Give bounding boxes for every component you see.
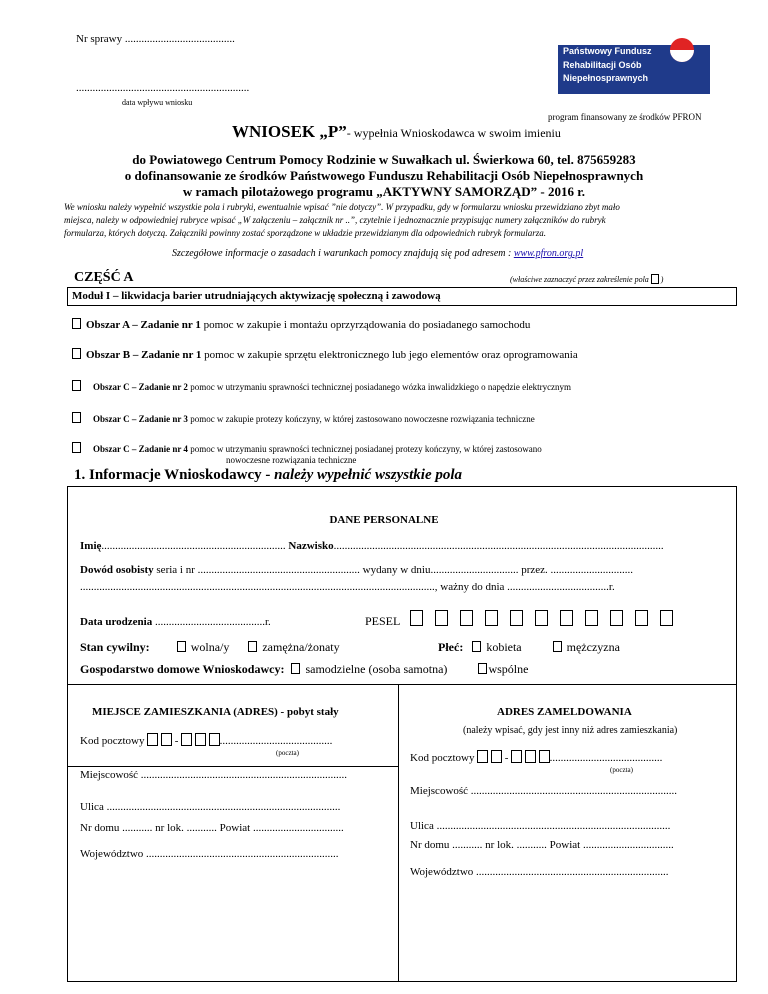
checkbox[interactable] xyxy=(72,318,81,329)
last-name-field[interactable]: ........................................................................................................................ xyxy=(333,540,664,552)
postal-digit[interactable] xyxy=(195,733,206,746)
pesel-digit[interactable] xyxy=(535,610,548,626)
birth-date-field[interactable]: ........................................r. xyxy=(152,616,271,628)
id-issuer-field[interactable]: przez. .............................. xyxy=(518,564,634,576)
pesel-digit[interactable] xyxy=(635,610,648,626)
title-line-3: o dofinansowanie ze środków Państwowego Funduszu Rehabilitacji Osób Niepełnosprawnych xyxy=(124,168,644,183)
marital-married-checkbox[interactable] xyxy=(248,641,257,652)
pesel-digit[interactable] xyxy=(660,610,673,626)
pesel-digit[interactable] xyxy=(410,610,423,626)
registration-city-field[interactable]: Miejscowość ........................................................................... xyxy=(410,785,678,797)
postal-digit[interactable] xyxy=(209,733,220,746)
id-row: Dowód osobisty seria i nr ........................................................... wydany w dniu................................ przez. .............................. xyxy=(80,564,634,576)
sex-female-checkbox[interactable] xyxy=(472,641,481,652)
form-title: WNIOSEK „P”- wypełnia Wnioskodawca w swoim imieniu xyxy=(232,122,561,141)
registration-street-field[interactable]: Ulica ..................................................................................... xyxy=(410,820,671,832)
program-note: program finansowany ze środków PFRON xyxy=(548,112,702,122)
household-row: Gospodarstwo domowe Wnioskodawcy: samodzielne (osoba samotna) wspólne xyxy=(80,662,529,676)
household-single-checkbox[interactable] xyxy=(291,663,300,674)
sex-row: Płeć: kobieta mężczyzna xyxy=(438,640,620,654)
postal-digit[interactable] xyxy=(511,750,522,763)
sex-male-checkbox[interactable] xyxy=(553,641,562,652)
address-voivodeship-field[interactable]: Województwo ...................................................................... xyxy=(80,848,339,860)
module-title: Moduł I – likwidacja barier utrudniających aktywizację społeczną i zawodową xyxy=(72,290,441,302)
instructions-line-2: miejsca, należy w odpowiedniej rubryce wpisać „W załączeniu – załącznik nr ..”, czytelnie i jednoznacznie przypisując numery załączników do rubryk xyxy=(64,215,606,225)
checkbox[interactable] xyxy=(72,380,81,391)
pfron-link[interactable]: www.pfron.org.pl xyxy=(513,248,584,259)
instructions-line-3: formularza, których dotyczą. Załączniki powinny zostać sporządzone w układzie przewidzianym dla odpowiednich rubryk formularza. xyxy=(64,228,546,238)
postal-digit[interactable] xyxy=(181,733,192,746)
registration-post-office-label: (poczta) xyxy=(610,766,633,774)
option-area-c-task-4-cont: nowoczesne rozwiązania techniczne xyxy=(226,455,357,465)
address-heading: MIEJSCE ZAMIESZKANIA (ADRES) - pobyt stały xyxy=(92,706,339,718)
pesel-digit[interactable] xyxy=(560,610,573,626)
logo-line-2: Rehabilitacji Osób xyxy=(563,60,642,70)
instructions-line-1: We wniosku należy wypełnić wszystkie pola i rubryki, ewentualnie wpisać ”nie dotyczy”. W przypadku, gdy w formularzu wniosku przewidziano zbyt mało xyxy=(64,202,620,212)
option-area-c-task-2[interactable]: Obszar C – Zadanie nr 2 pomoc w utrzymaniu sprawności technicznej posiadanego wózka inwalidzkiego o napędzie elektrycznym xyxy=(72,380,571,392)
pesel-field[interactable] xyxy=(410,610,673,626)
postal-digit[interactable] xyxy=(491,750,502,763)
registration-house-field[interactable]: Nr domu ........... nr lok. ........... Powiat ................................. xyxy=(410,839,674,851)
logo-line-3: Niepełnosprawnych xyxy=(563,73,649,83)
postal-digit[interactable] xyxy=(539,750,550,763)
id-series-field[interactable]: seria i nr ........................................................... xyxy=(153,564,360,576)
marital-row: Stan cywilny: wolna/y zamężna/żonaty xyxy=(80,640,340,654)
personal-data-heading: DANE PERSONALNE xyxy=(329,514,439,526)
checkbox[interactable] xyxy=(72,442,81,453)
address-postal-row: Kod pocztowy - ......................................... xyxy=(80,735,333,747)
pesel-digit[interactable] xyxy=(485,610,498,626)
receipt-date-field[interactable]: ............................................................... xyxy=(76,82,250,94)
id-issued-field[interactable]: wydany w dniu................................ xyxy=(359,564,519,576)
address-house-field[interactable]: Nr domu ........... nr lok. ........... Powiat ................................. xyxy=(80,822,344,834)
section-1-title: 1. Informacje Wnioskodawcy - należy wypełnić wszystkie pola xyxy=(74,467,463,483)
part-a-hint: (właściwe zaznaczyć przez zakreślenie pola ) xyxy=(510,275,664,284)
title-line-4: w ramach pilotażowego programu „AKTYWNY SAMORZĄD” - 2016 r. xyxy=(182,184,586,199)
pesel-digit[interactable] xyxy=(435,610,448,626)
registration-postal-row: Kod pocztowy - ......................................... xyxy=(410,752,663,764)
option-area-c-task-3[interactable]: Obszar C – Zadanie nr 3 pomoc w zakupie protezy kończyny, w której zastosowano nowoczesne rozwiązania techniczne xyxy=(72,412,535,424)
registration-heading: ADRES ZAMELDOWANIA xyxy=(497,706,632,718)
details-info: Szczegółowe informacje o zasadach i warunkach pomocy znajdują się pod adresem : www.pfron.org.pl xyxy=(172,248,584,259)
postal-digit[interactable] xyxy=(477,750,488,763)
birth-date-row: Data urodzenia ........................................r. xyxy=(80,616,271,628)
option-area-a-task-1[interactable]: Obszar A – Zadanie nr 1 pomoc w zakupie i montażu oprzyrządowania do posiadanego samochodu xyxy=(72,318,530,331)
registration-post-office-field[interactable]: ......................................... xyxy=(549,752,663,764)
first-name-field[interactable]: ................................................................... xyxy=(101,540,286,552)
postal-digit[interactable] xyxy=(147,733,158,746)
pfron-logo xyxy=(558,20,710,94)
address-post-office-field[interactable]: ......................................... xyxy=(219,735,333,747)
title-line-2: do Powiatowego Centrum Pomocy Rodzinie w Suwałkach ul. Świerkowa 60, tel. 875659283 xyxy=(132,152,636,167)
address-street-field[interactable]: Ulica ..................................................................................... xyxy=(80,801,341,813)
name-row: Imię................................................................... Nazwisko........................................................................................................................ xyxy=(80,540,664,552)
pesel-digit[interactable] xyxy=(460,610,473,626)
case-number-field[interactable]: ........................................ xyxy=(124,33,235,45)
pesel-digit[interactable] xyxy=(510,610,523,626)
logo-line-1: Państwowy Fundusz xyxy=(563,46,652,56)
registration-note: (należy wpisać, gdy jest inny niż adres zamieszkania) xyxy=(463,725,678,736)
household-shared-checkbox[interactable] xyxy=(478,663,487,674)
pesel-digit[interactable] xyxy=(585,610,598,626)
registration-voivodeship-field[interactable]: Województwo ...................................................................... xyxy=(410,866,669,878)
pesel-digit[interactable] xyxy=(610,610,623,626)
option-area-c-task-4[interactable]: Obszar C – Zadanie nr 4 pomoc w utrzymaniu sprawności technicznej posiadanej protezy kończyny, w której zastosowano xyxy=(72,442,542,454)
checkbox-sample-icon xyxy=(651,274,659,284)
case-number: Nr sprawy ........................................ xyxy=(76,33,235,45)
part-a-heading: CZĘŚĆ A xyxy=(74,270,134,285)
post-office-label: (poczta) xyxy=(276,749,299,757)
receipt-date-label: data wpływu wniosku xyxy=(122,98,193,107)
pesel-label: PESEL xyxy=(365,614,401,628)
checkbox[interactable] xyxy=(72,412,81,423)
option-area-b-task-1[interactable]: Obszar B – Zadanie nr 1 pomoc w zakupie sprzętu elektronicznego lub jego elementów oraz oprogramowania xyxy=(72,348,578,361)
marital-single-checkbox[interactable] xyxy=(177,641,186,652)
address-city-field[interactable]: Miejscowość ........................................................................... xyxy=(80,769,348,781)
checkbox[interactable] xyxy=(72,348,81,359)
id-validity-field[interactable]: ................................................................................................................................., ważny do dnia .....................................r. xyxy=(80,581,615,593)
postal-digit[interactable] xyxy=(161,733,172,746)
postal-digit[interactable] xyxy=(525,750,536,763)
